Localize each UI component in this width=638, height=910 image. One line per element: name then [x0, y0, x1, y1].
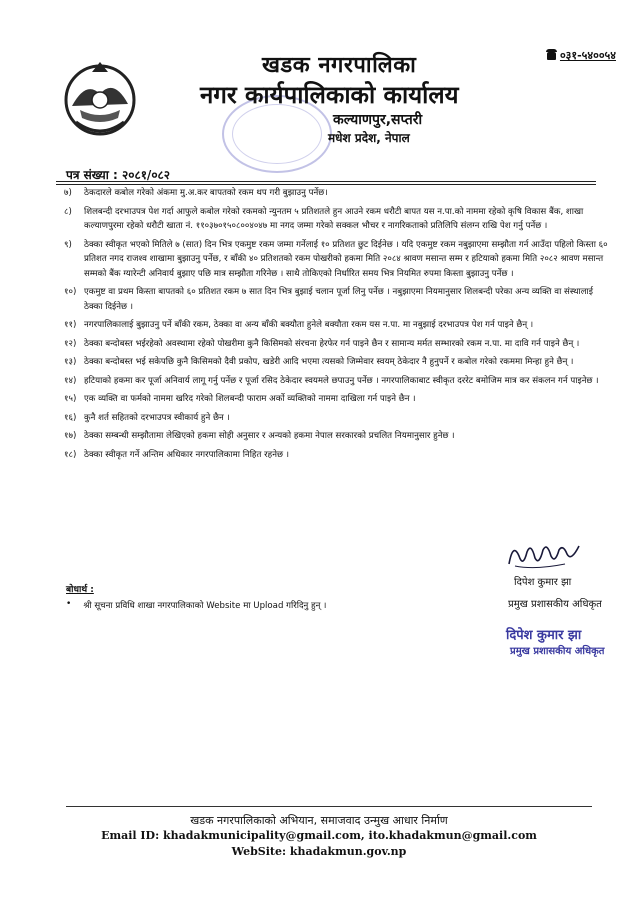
reference-number: पत्र संख्या : २०८१/०८२ — [66, 168, 171, 182]
clause-number: १८) — [64, 449, 77, 460]
nepal-emblem-icon — [62, 60, 138, 138]
signer-name: दिपेश कुमार झा — [514, 577, 572, 588]
clause-text: नगरपालिकालाई बुझाउनु पर्ने बाँकी रकम, ठेक्का वा अन्य बाँकी बक्यौता हुनेले बक्यौता रकम यस न.पा. मा नबुझाई दरभाउपत्र पेश गर्न पाइने छैन् । — [84, 320, 534, 330]
list-item — [64, 392, 616, 407]
clause-number: १७) — [64, 431, 77, 441]
list-item — [64, 205, 616, 234]
office-location: कल्याणपुर,सप्तरी — [333, 112, 423, 128]
header-rule-second — [56, 184, 596, 185]
list-item — [64, 285, 616, 314]
letterhead — [170, 52, 490, 146]
clause-text: हटियाको हकमा कर पूर्जा अनिवार्य लागू गर्नु पर्नेछ र पूर्जा रसिद ठेकेदार स्वयमले छपाउनु पर्नेछ । नगरपालिकाबाट स्वीकृत दररेट बमोजिम मात्र कर संकलन गर्न पाइनेछ । — [84, 375, 599, 386]
clause-number: १२) — [64, 338, 77, 349]
bullet-icon: • — [66, 599, 72, 609]
list-item — [64, 318, 616, 333]
clause-text: शिलबन्दी दरभाउपत्र पेश गर्दा आफुले कबोल गरेको रकमको न्युनतम ५ प्रतिशतले हुन आउने रकम धरौटी बापत यस न.पा.को नाममा रहेको कृषि विकास बैंक, शाखा कल्याणपुरमा रहेको धरौटी खाता नं. ११०३७०१५०८००४०४७ मा नगद जम्मा गरेको सक्कल भौचर र नागरिकताको प्रतिलिपि संलग्न राखि पेश गर्नु पर्नेछ । — [84, 206, 584, 231]
list-item — [64, 337, 616, 352]
conditions-list — [64, 186, 616, 462]
phone-icon — [547, 52, 556, 60]
list-item — [64, 355, 616, 370]
footer-website — [0, 845, 638, 858]
handwritten-signature — [505, 538, 583, 572]
clause-text: ठेक्का बन्दोबस्त भई सकेपछि कुनै किसिमको दैवी प्रकोप, खडेरी आदि भएमा त्यसको जिम्मेवार स्वयम् ठेकेदार नै हुनुपर्ने र कबोल गरेको रकममा मिन्हा हुने छैन् । — [84, 357, 574, 367]
clause-text: ठेक्का बन्दोबस्त भईरहेको अवस्थामा रहेको पोखरीमा कुनै किसिमको संरचना हेरफेर गर्न पाइने छैन र सामान्य मर्मत सम्भारको रकम न.पा. मा दावि गर्न पाइने छैन् । — [84, 338, 580, 349]
clause-number: ८) — [64, 206, 72, 217]
phone-number — [547, 48, 616, 63]
list-item — [64, 238, 616, 282]
seal-title: प्रमुख प्रशासकीय अधिकृत — [510, 646, 605, 657]
email-link-1[interactable]: khadakmunicipality@gmail.com, — [163, 829, 365, 842]
clause-number: ७) — [64, 188, 72, 198]
footer-rule — [66, 806, 592, 807]
municipality-name: खडक नगरपालिका — [262, 53, 417, 78]
clause-text: एक व्यक्ति वा फर्मको नाममा खरिद गरेको शिलबन्दी फाराम अर्को व्यक्तिको नाममा दाखिला गर्न पाइने छैन । — [84, 394, 416, 404]
clause-text: कुनै शर्त सहितको दरभाउपत्र स्वीकार्य हुने छैन । — [84, 412, 230, 423]
clause-text: ठेक्का सम्बन्धी सम्झौतामा लेखिएको हकमा सोही अनुसार र अन्यको हकमा नेपाल सरकारको प्रचलित नियमानुसार हुनेछ । — [84, 431, 455, 441]
list-item — [64, 429, 616, 444]
clause-text: ठेक्का स्वीकृत भएको मितिले ७ (सात) दिन भित्र एकमुष्ट रकम जम्मा गर्नेलाई १० प्रतिशत छुट दिईनेछ । यदि एकमुष्ट रकम नबुझाएमा सम्झौता गर्न आउँदा पहिलो किस्ता ६० प्रतिशत नगद राजश्व शाखामा बुझाउनु पर्नेछ, र बाँकी ४० प्रतिशतको रकम पोखरीको हकमा मिति २०८४ श्रावण मसान्त सम्म र हटियाको हकमा मिति २०८२ श्रावण मसान्त सम्मको बैंक ग्यारेन्टी अनिवार्य बुझाए पछि मात्र सम्झौता गरिनेछ । साथै तोकिएको निर्धारित समय भित्र नियमित रुपमा किस्ता बुझाउनु पर्नेछ । — [84, 239, 608, 279]
province-line: मधेश प्रदेश, नेपाल — [328, 131, 410, 145]
clause-text: ठेक्का स्वीकृत गर्ने अन्तिम अधिकार नगरपालिकामा निहित रहनेछ । — [84, 449, 289, 460]
list-item — [64, 411, 616, 426]
clause-number: १३) — [64, 357, 77, 367]
official-seal — [506, 627, 618, 659]
clause-text: ठेकदारले कबोल गरेको अंकमा मु.अ.कर बापतको रकम थप गरी बुझाउनु पर्नेछ। — [84, 188, 328, 198]
website-label: WebSite: — [231, 845, 287, 858]
clause-number: ९) — [64, 239, 72, 250]
website-link[interactable]: khadakmun.gov.np — [289, 845, 407, 858]
seal-name: दिपेश कुमार झा — [506, 628, 582, 643]
list-item — [64, 374, 616, 389]
signer-title: प्रमुख प्रशासकीय अधिकृत — [508, 599, 602, 610]
phone-text: ०३१-५४००५४ — [559, 49, 616, 62]
email-link-2[interactable]: ito.khadakmun@gmail.com — [368, 829, 537, 842]
footer-slogan: खडक नगरपालिकाको अभियान, समाजवाद उन्मुख आधार निर्माण — [190, 814, 448, 827]
clause-number: ११) — [64, 320, 77, 330]
clause-number: १६) — [64, 412, 77, 423]
bodhartha-text: श्री सूचना प्रविधि शाखा नगरपालिकाको Website मा Upload गरिदिनु हुन् । — [83, 601, 327, 611]
header-rule — [56, 181, 596, 182]
list-item — [64, 186, 616, 201]
bodhartha-label: बोधार्थ : — [66, 585, 94, 595]
clause-number: १४) — [64, 375, 77, 386]
clause-text: एकमुष्ट वा प्रथम किस्ता बापतको ६० प्रतिशत रकम ७ सात दिन भित्र बुझाई चलान पूर्जा लिनु पर्नेछ । नबुझाएमा नियमानुसार शिलबन्दी परेका अन्य व्यक्ति वा संस्थालाई ठेक्का दिईनेछ । — [84, 287, 594, 312]
clause-number: १५) — [64, 394, 77, 404]
footer-email — [0, 829, 638, 842]
bodhartha-item — [66, 599, 326, 611]
clause-number: १०) — [64, 287, 77, 297]
email-label: Email ID: — [101, 829, 160, 842]
office-name: नगर कार्यपालिकाको कार्यालय — [200, 81, 459, 109]
list-item — [64, 448, 616, 463]
